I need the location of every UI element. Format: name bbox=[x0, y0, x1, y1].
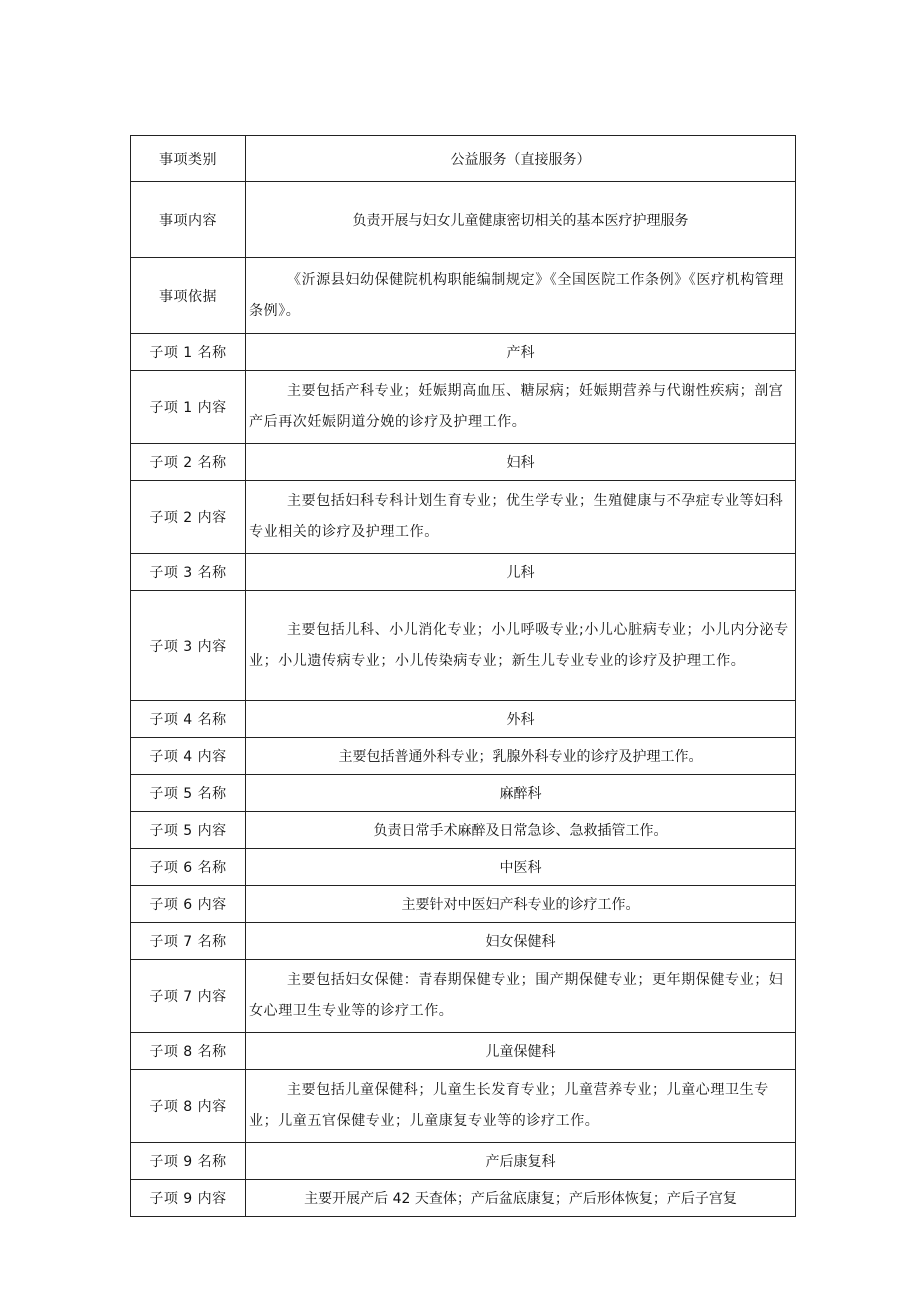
table-row bbox=[131, 258, 796, 334]
row-value: 妇科 bbox=[246, 444, 796, 481]
row-value: 《沂源县妇幼保健院机构职能编制规定》《全国医院工作条例》《医疗机构管理条例》。 bbox=[246, 258, 796, 334]
row-value: 主要包括妇科专科计划生育专业；优生学专业；生殖健康与不孕症专业等妇科专业相关的诊疗及护理工作。 bbox=[246, 481, 796, 554]
table-row bbox=[131, 1180, 796, 1217]
row-label: 子项 3 内容 bbox=[131, 591, 246, 701]
row-label: 子项 1 内容 bbox=[131, 371, 246, 444]
table-row bbox=[131, 812, 796, 849]
row-label: 子项 8 内容 bbox=[131, 1070, 246, 1143]
table-row bbox=[131, 849, 796, 886]
table-row bbox=[131, 591, 796, 701]
row-label: 子项 7 内容 bbox=[131, 960, 246, 1033]
row-label: 子项 8 名称 bbox=[131, 1033, 246, 1070]
table-row bbox=[131, 136, 796, 182]
service-items-table bbox=[130, 135, 796, 1217]
table-row bbox=[131, 886, 796, 923]
table-row bbox=[131, 182, 796, 258]
table-row bbox=[131, 554, 796, 591]
table-row bbox=[131, 738, 796, 775]
row-value: 主要开展产后 42 天查体；产后盆底康复；产后形体恢复；产后子宫复 bbox=[246, 1180, 796, 1217]
table-body bbox=[131, 136, 796, 1217]
row-label: 子项 9 内容 bbox=[131, 1180, 246, 1217]
row-value: 主要包括儿科、小儿消化专业；小儿呼吸专业;小儿心脏病专业；小儿内分泌专业；小儿遗传病专业；小儿传染病专业；新生儿专业专业的诊疗及护理工作。 bbox=[246, 591, 796, 701]
row-value: 主要包括妇女保健：青春期保健专业；围产期保健专业；更年期保健专业；妇女心理卫生专业等的诊疗工作。 bbox=[246, 960, 796, 1033]
row-value: 主要包括儿童保健科；儿童生长发育专业；儿童营养专业；儿童心理卫生专业；儿童五官保健专业；儿童康复专业等的诊疗工作。 bbox=[246, 1070, 796, 1143]
table-row bbox=[131, 701, 796, 738]
row-label: 子项 9 名称 bbox=[131, 1143, 246, 1180]
row-value: 儿童保健科 bbox=[246, 1033, 796, 1070]
table-row bbox=[131, 923, 796, 960]
row-value: 负责开展与妇女儿童健康密切相关的基本医疗护理服务 bbox=[246, 182, 796, 258]
table-row bbox=[131, 1033, 796, 1070]
row-value: 主要包括普通外科专业；乳腺外科专业的诊疗及护理工作。 bbox=[246, 738, 796, 775]
row-label: 子项 4 内容 bbox=[131, 738, 246, 775]
table-row bbox=[131, 1070, 796, 1143]
row-value: 产后康复科 bbox=[246, 1143, 796, 1180]
row-value: 儿科 bbox=[246, 554, 796, 591]
row-label: 子项 6 内容 bbox=[131, 886, 246, 923]
row-label: 子项 6 名称 bbox=[131, 849, 246, 886]
row-label: 子项 3 名称 bbox=[131, 554, 246, 591]
row-label: 事项内容 bbox=[131, 182, 246, 258]
row-label: 子项 4 名称 bbox=[131, 701, 246, 738]
row-value: 妇女保健科 bbox=[246, 923, 796, 960]
table-row bbox=[131, 1143, 796, 1180]
table-row bbox=[131, 334, 796, 371]
row-label: 子项 1 名称 bbox=[131, 334, 246, 371]
row-label: 子项 2 内容 bbox=[131, 481, 246, 554]
row-value: 中医科 bbox=[246, 849, 796, 886]
row-value: 产科 bbox=[246, 334, 796, 371]
table-row bbox=[131, 775, 796, 812]
row-value: 主要针对中医妇产科专业的诊疗工作。 bbox=[246, 886, 796, 923]
table-row bbox=[131, 960, 796, 1033]
row-value: 公益服务（直接服务） bbox=[246, 136, 796, 182]
row-value: 麻醉科 bbox=[246, 775, 796, 812]
row-value: 负责日常手术麻醉及日常急诊、急救插管工作。 bbox=[246, 812, 796, 849]
row-label: 子项 7 名称 bbox=[131, 923, 246, 960]
row-label: 事项依据 bbox=[131, 258, 246, 334]
table-row bbox=[131, 371, 796, 444]
row-label: 事项类别 bbox=[131, 136, 246, 182]
row-label: 子项 5 内容 bbox=[131, 812, 246, 849]
row-label: 子项 2 名称 bbox=[131, 444, 246, 481]
row-label: 子项 5 名称 bbox=[131, 775, 246, 812]
table-row bbox=[131, 481, 796, 554]
table-row bbox=[131, 444, 796, 481]
row-value: 主要包括产科专业；妊娠期高血压、糖尿病；妊娠期营养与代谢性疾病；剖宫产后再次妊娠阴道分娩的诊疗及护理工作。 bbox=[246, 371, 796, 444]
row-value: 外科 bbox=[246, 701, 796, 738]
